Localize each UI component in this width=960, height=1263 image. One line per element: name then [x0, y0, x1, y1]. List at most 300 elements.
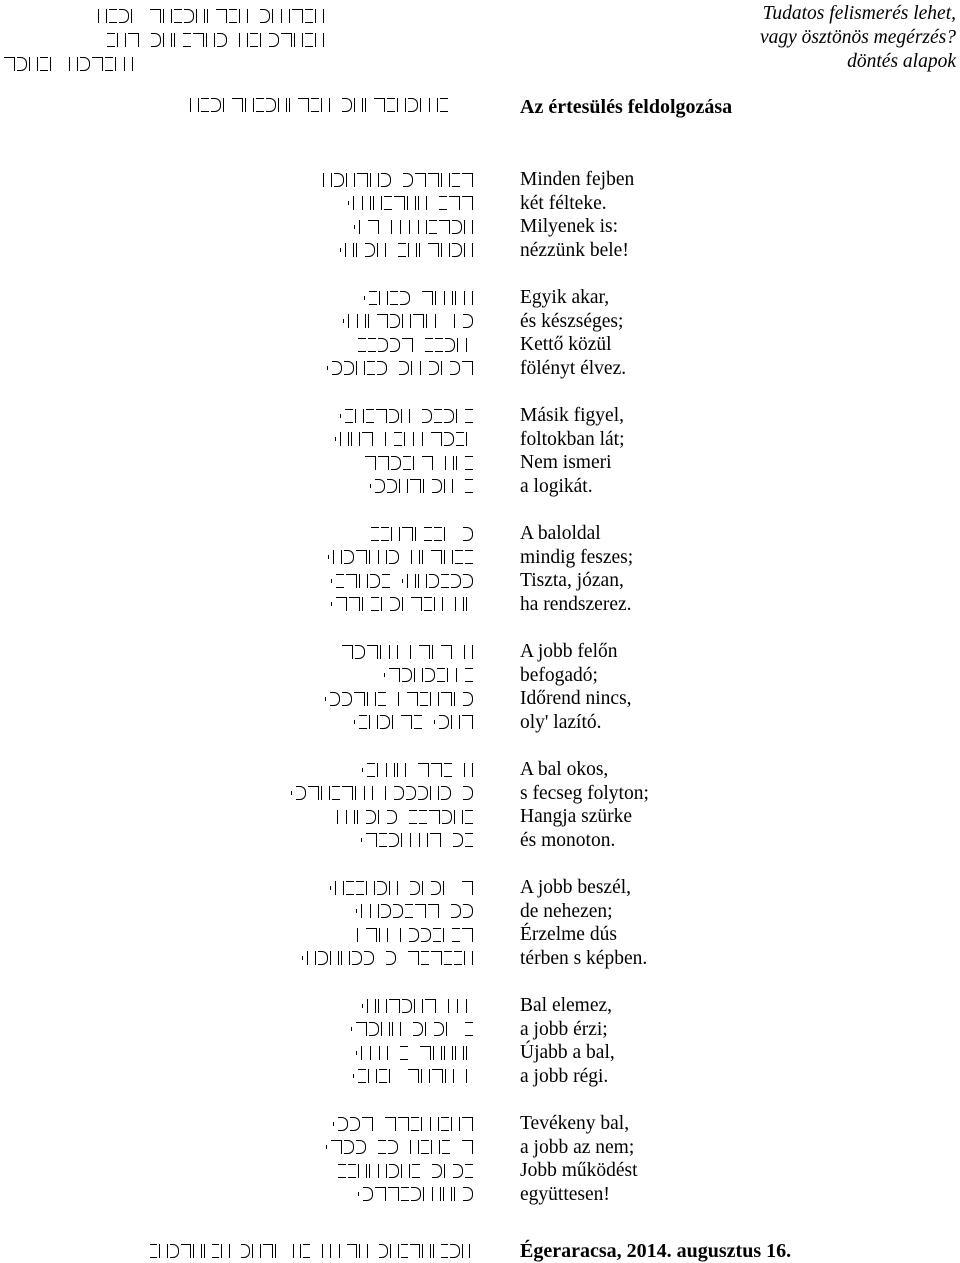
runic-glyph [457, 338, 464, 352]
stanza-1 [520, 168, 649, 262]
runic-glyph [358, 1164, 367, 1178]
runic-glyph [449, 196, 460, 210]
runic-glyph [402, 579, 405, 583]
runic-line [291, 1183, 473, 1207]
runic-glyph [407, 574, 416, 588]
runic-glyph [465, 456, 473, 470]
runic-glyph [330, 886, 333, 890]
runic-glyph [432, 1069, 443, 1083]
runic-glyph [444, 1164, 451, 1178]
runic-glyph [451, 574, 461, 588]
runic-glyph [381, 1022, 390, 1036]
poem-latin [520, 168, 649, 1230]
runic-glyph [368, 1069, 377, 1083]
runic-glyph [346, 173, 355, 187]
runic-stanza [291, 168, 473, 262]
runic-glyph [400, 928, 407, 942]
runic-glyph [465, 550, 473, 564]
runic-glyph [378, 338, 388, 352]
runic-glyph [415, 527, 422, 541]
runic-glyph [452, 243, 462, 257]
runic-line [291, 994, 473, 1018]
runic-glyph [340, 432, 349, 446]
runic-glyph [358, 1069, 366, 1083]
header-line-1: Tudatos felismerés lehet, [762, 3, 956, 24]
runic-glyph [413, 432, 420, 446]
runic-glyph [378, 1164, 387, 1178]
header-line-2: vagy ösztönös megérzés? [759, 27, 956, 48]
runic-glyph [338, 1164, 346, 1178]
runic-glyph [419, 645, 430, 659]
stanza-line: Egyik akar, [520, 287, 610, 308]
runic-glyph [441, 574, 449, 588]
runic-glyph [439, 715, 449, 729]
runic-glyph [354, 225, 357, 229]
runic-glyph [411, 1117, 419, 1131]
runic-glyph [380, 645, 387, 659]
runic-glyph [404, 432, 411, 446]
runic-glyph [401, 715, 412, 729]
runic-glyph [377, 243, 386, 257]
runic-glyph [355, 409, 364, 423]
runic-header [4, 4, 324, 76]
runic-glyph [422, 409, 432, 423]
runic-glyph [342, 692, 352, 706]
runic-glyph [394, 432, 402, 446]
runic-glyph [425, 668, 435, 682]
runic-glyph [379, 291, 388, 305]
runic-glyph [398, 1117, 409, 1131]
runic-glyph [370, 173, 379, 187]
runic-header-line-2 [4, 28, 324, 52]
runic-glyph [389, 409, 399, 423]
runic-glyph [376, 409, 387, 423]
runic-glyph [411, 550, 420, 564]
runic-glyph [426, 314, 433, 328]
runic-glyph [432, 645, 439, 659]
runic-glyph [392, 1022, 401, 1036]
runic-glyph [456, 409, 463, 423]
runic-glyph [361, 1046, 368, 1060]
runic-glyph [452, 928, 460, 942]
stanza-line: a logikát. [520, 475, 593, 497]
runic-glyph [430, 692, 439, 706]
runic-glyph [366, 881, 375, 895]
stanza-line: A jobb beszél, [520, 877, 632, 898]
runic-glyph [445, 338, 455, 352]
runic-glyph [403, 456, 411, 470]
runic-glyph [429, 810, 440, 824]
runic-glyph [452, 173, 460, 187]
runic-glyph [429, 361, 439, 375]
runic-glyph [388, 1187, 399, 1201]
runic-glyph [435, 314, 442, 328]
runic-glyph [464, 243, 473, 257]
runic-glyph [379, 928, 388, 942]
runic-glyph [441, 692, 452, 706]
runic-line [291, 168, 473, 192]
runic-line [291, 829, 473, 853]
runic-glyph [356, 1140, 366, 1154]
runic-glyph [451, 715, 460, 729]
runic-glyph [447, 668, 454, 682]
runic-glyph [444, 550, 453, 564]
runic-glyph [445, 456, 454, 470]
runic-glyph [454, 951, 462, 965]
runic-glyph [342, 786, 353, 800]
runic-glyph [418, 763, 429, 777]
runic-glyph [384, 673, 387, 677]
stanza-line: a jobb régi. [520, 1065, 609, 1087]
runic-glyph [377, 763, 384, 777]
runic-glyph [345, 409, 353, 423]
runic-glyph [415, 173, 426, 187]
runic-glyph [385, 432, 392, 446]
stanza-6 [520, 758, 649, 852]
runic-glyph [333, 550, 342, 564]
runic-glyph [466, 432, 473, 446]
runic-glyph [370, 574, 380, 588]
runic-glyph [463, 1187, 473, 1201]
runic-glyph [410, 645, 417, 659]
runic-glyph [415, 904, 426, 918]
runic-glyph [425, 338, 433, 352]
runic-glyph [465, 479, 473, 493]
runic-header-line-3 [4, 52, 324, 76]
runic-glyph [362, 196, 371, 210]
runic-glyph [463, 574, 473, 588]
runic-glyph [456, 456, 463, 470]
runic-glyph [428, 173, 439, 187]
stanza-line: foltokban lát; [520, 428, 625, 450]
runic-glyph [331, 579, 334, 583]
runic-glyph [421, 951, 429, 965]
stanza-line: ha rendszerez. [520, 593, 632, 615]
runic-glyph [437, 668, 445, 682]
stanza-line: A jobb felőn [520, 641, 618, 662]
runic-glyph [386, 951, 396, 965]
runic-glyph [356, 550, 367, 564]
runic-glyph [442, 810, 452, 824]
stanza-5 [520, 640, 649, 734]
runic-glyph [462, 1140, 473, 1154]
runic-glyph [464, 645, 473, 659]
runic-glyph [400, 1046, 408, 1060]
runic-glyph [371, 597, 379, 611]
runic-glyph [466, 1069, 473, 1083]
runic-glyph [354, 720, 357, 724]
runic-glyph [434, 1022, 444, 1036]
runic-glyph [378, 692, 386, 706]
runic-glyph [335, 881, 344, 895]
runic-glyph [401, 409, 410, 423]
runic-glyph [432, 1164, 442, 1178]
stanza-line: Minden fejben [520, 169, 635, 190]
runic-line [291, 404, 473, 428]
stanza-line: Újabb a bal, [520, 1042, 615, 1063]
runic-glyph [463, 314, 473, 328]
runic-glyph [342, 645, 353, 659]
runic-glyph [352, 951, 362, 965]
runic-glyph [424, 527, 432, 541]
poem-runic-script [291, 168, 473, 1230]
runic-glyph [359, 715, 367, 729]
runic-glyph [431, 1140, 440, 1154]
runic-line [291, 1065, 473, 1089]
runic-glyph [346, 881, 354, 895]
stanza-line: fölényt élvez. [520, 357, 627, 379]
stanza-line: nézzünk bele! [520, 239, 629, 261]
runic-glyph [454, 314, 461, 328]
runic-stanza [291, 1112, 473, 1206]
runic-glyph [390, 291, 398, 305]
runic-glyph [402, 338, 413, 352]
runic-glyph [439, 220, 450, 234]
runic-glyph [443, 1187, 452, 1201]
runic-glyph [463, 527, 473, 541]
runic-glyph [409, 810, 417, 824]
runic-line [291, 593, 473, 617]
runic-glyph [368, 314, 375, 328]
runic-glyph [381, 597, 388, 611]
runic-glyph [343, 319, 346, 323]
runic-glyph [357, 928, 364, 942]
runic-glyph [462, 196, 473, 210]
runic-line [291, 1018, 473, 1042]
runic-glyph [444, 527, 451, 541]
runic-glyph [336, 597, 347, 611]
stanza-line: mindig feszes; [520, 546, 634, 568]
runic-glyph [464, 951, 473, 965]
runic-glyph [364, 296, 367, 300]
runic-glyph [465, 810, 473, 824]
runic-glyph [462, 173, 473, 187]
runic-glyph [394, 196, 405, 210]
runic-glyph [410, 1140, 419, 1154]
runic-glyph [363, 1187, 373, 1201]
runic-glyph [381, 904, 391, 918]
runic-glyph [370, 904, 379, 918]
runic-glyph [405, 904, 413, 918]
stanza-line: oly' lazító. [520, 711, 602, 733]
runic-glyph [353, 196, 360, 210]
runic-line [291, 546, 473, 570]
stanza-line: és monoton. [520, 829, 616, 851]
runic-glyph [407, 196, 416, 210]
runic-glyph [308, 786, 319, 800]
header-line-3: döntés alapok [847, 51, 956, 72]
runic-glyph [381, 527, 389, 541]
runic-glyph [465, 833, 473, 847]
runic-glyph [365, 243, 375, 257]
runic-glyph [441, 243, 450, 257]
stanza-line: Kettő közül [520, 334, 612, 355]
runic-glyph [356, 1022, 367, 1036]
runic-stanza [291, 404, 473, 498]
runic-glyph [433, 928, 441, 942]
runic-glyph [444, 291, 453, 305]
runic-glyph [393, 904, 403, 918]
runic-glyph [350, 1117, 360, 1131]
runic-glyph [444, 951, 452, 965]
runic-glyph [441, 786, 451, 800]
runic-glyph [388, 1140, 398, 1154]
runic-glyph [453, 1164, 463, 1178]
runic-glyph [340, 414, 343, 418]
runic-glyph [422, 550, 429, 564]
runic-glyph [451, 904, 461, 918]
runic-glyph [445, 1069, 454, 1083]
runic-glyph [369, 1022, 379, 1036]
runic-glyph [390, 314, 400, 328]
runic-glyph [455, 597, 464, 611]
runic-glyph [389, 645, 398, 659]
runic-glyph [334, 173, 344, 187]
stanza-4 [520, 522, 649, 616]
runic-line [291, 333, 473, 357]
runic-glyph [328, 555, 331, 559]
runic-glyph [441, 173, 450, 187]
runic-glyph [365, 456, 376, 470]
runic-glyph [402, 668, 412, 682]
runic-glyph [446, 1022, 453, 1036]
runic-glyph [318, 951, 328, 965]
runic-glyph [428, 243, 439, 257]
runic-glyph [368, 338, 376, 352]
runic-glyph [462, 928, 473, 942]
runic-line [291, 900, 473, 924]
runic-glyph [463, 786, 473, 800]
runic-glyph [351, 1027, 354, 1031]
runic-stanza [291, 994, 473, 1088]
runic-glyph [364, 951, 374, 965]
runic-glyph [462, 1117, 473, 1131]
runic-glyph [380, 715, 390, 729]
runic-glyph [364, 786, 373, 800]
runic-glyph [411, 1187, 421, 1201]
runic-glyph [424, 597, 432, 611]
runic-glyph [296, 786, 306, 800]
stanza-line: Jobb működést [520, 1160, 638, 1181]
runic-glyph [359, 220, 366, 234]
runic-glyph [381, 173, 391, 187]
runic-glyph [441, 645, 452, 659]
runic-line [291, 475, 473, 499]
runic-glyph [389, 999, 400, 1013]
runic-glyph [444, 409, 454, 423]
runic-glyph [420, 1046, 431, 1060]
runic-glyph [357, 314, 366, 328]
stanza-line: Nem ismeri [520, 452, 612, 473]
runic-glyph [367, 763, 375, 777]
runic-glyph [348, 201, 351, 205]
runic-glyph [421, 1117, 428, 1131]
runic-line [291, 310, 473, 334]
runic-line [291, 640, 473, 664]
runic-glyph [353, 1074, 356, 1078]
runic-glyph [323, 173, 332, 187]
stanza-line: Bal elemez, [520, 995, 613, 1016]
runic-glyph [454, 810, 463, 824]
runic-glyph [378, 550, 387, 564]
stanza-line: a jobb az nem; [520, 1136, 635, 1158]
runic-date-line [150, 1242, 470, 1260]
runic-glyph [422, 432, 429, 446]
runic-glyph [399, 479, 408, 493]
runic-glyph [406, 786, 416, 800]
runic-glyph [464, 220, 473, 234]
runic-glyph [419, 833, 428, 847]
runic-line [291, 428, 473, 452]
runic-glyph [413, 456, 420, 470]
stanza-line: két félteke. [520, 192, 607, 214]
runic-glyph [371, 527, 379, 541]
runic-glyph [465, 668, 473, 682]
runic-glyph [466, 338, 473, 352]
header-lines [626, 2, 956, 74]
runic-glyph [465, 1164, 473, 1178]
runic-glyph [332, 361, 342, 375]
runic-glyph [444, 763, 452, 777]
runic-glyph [409, 220, 416, 234]
runic-glyph [325, 697, 328, 701]
runic-glyph [443, 928, 450, 942]
runic-glyph [338, 1117, 348, 1131]
runic-glyph [402, 999, 412, 1013]
runic-glyph [418, 574, 427, 588]
runic-glyph [423, 1187, 430, 1201]
runic-glyph [340, 248, 343, 252]
runic-glyph [444, 479, 453, 493]
runic-glyph [367, 645, 378, 659]
runic-glyph [456, 668, 463, 682]
stanza-7 [520, 876, 649, 970]
runic-glyph [389, 1164, 399, 1178]
runic-glyph [356, 361, 365, 375]
stanza-line: de nehezen; [520, 900, 613, 922]
runic-glyph [419, 243, 426, 257]
runic-glyph [456, 432, 464, 446]
runic-glyph [442, 1140, 450, 1154]
runic-glyph [333, 1122, 336, 1126]
runic-glyph [379, 833, 387, 847]
runic-glyph [349, 597, 360, 611]
runic-glyph [422, 456, 433, 470]
runic-glyph [397, 763, 406, 777]
runic-glyph [451, 1117, 460, 1131]
runic-glyph [344, 1140, 354, 1154]
runic-glyph [389, 668, 400, 682]
runic-glyph [420, 692, 428, 706]
runic-glyph [377, 361, 387, 375]
runic-line [291, 947, 473, 971]
runic-glyph [429, 574, 439, 588]
runic-glyph [378, 456, 389, 470]
stanza-line: A bal okos, [520, 759, 609, 780]
stanza-8 [520, 994, 649, 1088]
runic-glyph [390, 338, 400, 352]
runic-glyph [362, 1117, 373, 1131]
page-title: Az értesülés feldolgozása [520, 96, 733, 118]
runic-line [291, 357, 473, 381]
runic-glyph [377, 314, 388, 328]
runic-glyph [356, 243, 363, 257]
runic-glyph [291, 791, 294, 795]
runic-stanza [291, 640, 473, 734]
runic-glyph [466, 999, 473, 1013]
runic-glyph [356, 1051, 359, 1055]
stanza-line: és készséges; [520, 310, 624, 332]
